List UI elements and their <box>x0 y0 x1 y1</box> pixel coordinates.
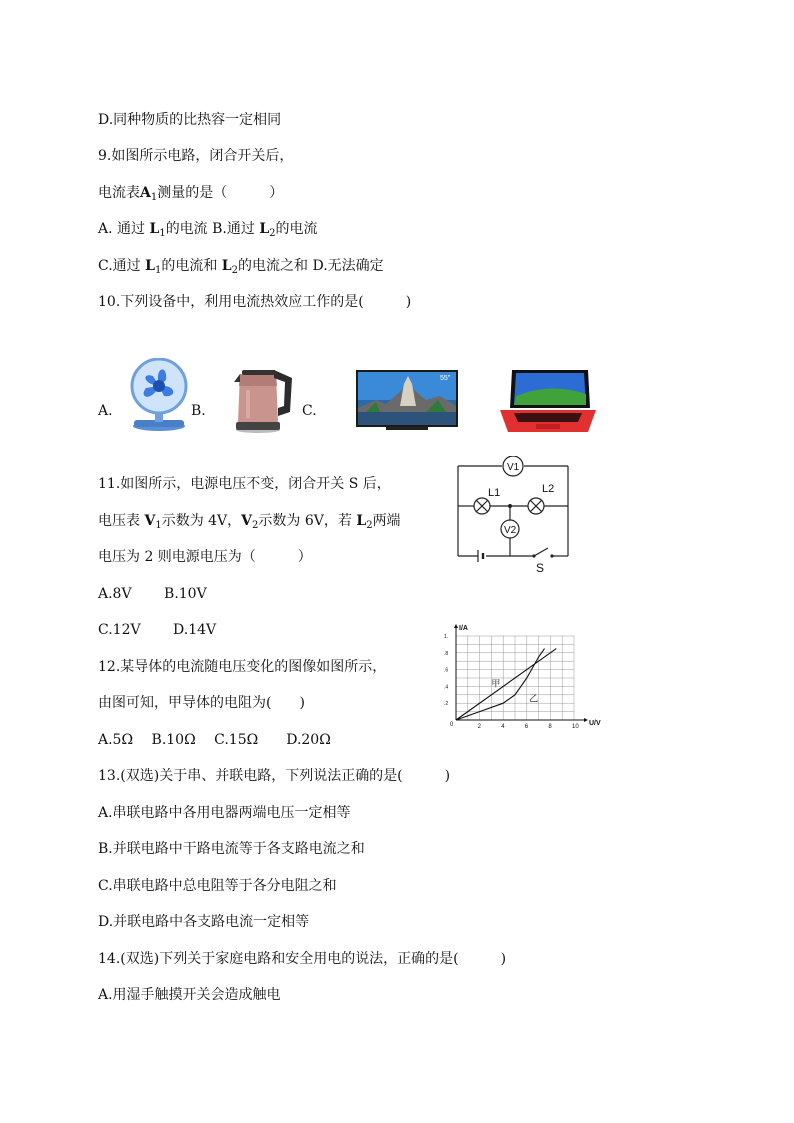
q13-stem: 13.(双选)关于串、并联电路，下列说法正确的是( ) <box>98 768 451 784</box>
q11-stem-2 <box>98 511 401 531</box>
q10-label-c: C. <box>302 403 317 419</box>
q13-option-a: A.串联电路中各用电器两端电压一定相等 <box>98 805 351 821</box>
q13-option-c: C.串联电路中总电阻等于各分电阻之和 <box>98 878 337 894</box>
series-line-1 <box>456 649 556 720</box>
q9-options-cd <box>98 256 384 276</box>
q11-stem: 11.如图所示，电源电压不变，闭合开关 S 后， <box>98 476 391 492</box>
electric-kettle-image <box>230 366 296 434</box>
q12-stem-2: 由图可知，甲导体的电阻为( ) <box>98 695 305 711</box>
q11-text: 电压表 <box>98 513 145 529</box>
v1-label: V1 <box>507 462 520 473</box>
l-sub: 2 <box>231 265 239 276</box>
tv-size-badge: 55" <box>440 375 451 382</box>
y-tick-label: 1. <box>444 634 449 640</box>
x-tick-label: 6 <box>524 724 529 730</box>
v2-label: V2 <box>504 525 517 536</box>
l-symbol: L <box>356 513 367 529</box>
q11-text-2: 示数为 4V， <box>161 513 242 529</box>
junction-dot <box>508 504 512 508</box>
ammeter-sub: 1 <box>150 192 158 203</box>
v-sub: 1 <box>155 520 162 531</box>
l-symbol: L <box>145 258 155 274</box>
v-symbol: V <box>144 513 156 529</box>
q13-option-b: B.并联电路中干路电流等于各支路电流之和 <box>98 841 365 857</box>
q14-option-a: A.用湿手触摸开关会造成触电 <box>98 987 281 1003</box>
q9-opt-c-end: 的电流之和 D.无法确定 <box>238 258 384 274</box>
x-axis-label: U/V <box>589 720 601 727</box>
series-label-2: 乙 <box>529 693 539 704</box>
l2-label: L2 <box>542 483 555 495</box>
x-tick-label: 2 <box>477 724 481 730</box>
q9-opt-c-mid: 的电流和 <box>161 258 222 274</box>
y-tick-label: .4 <box>444 684 449 691</box>
current-voltage-chart <box>436 620 606 732</box>
origin-label: 0 <box>450 722 454 728</box>
l-symbol: L <box>149 221 160 237</box>
q14-stem: 14.(双选)下列关于家庭电路和安全用电的说法，正确的是( ) <box>98 951 507 967</box>
q12-options: A.5Ω B.10Ω C.15Ω D.20Ω <box>98 732 331 748</box>
l-sub: 2 <box>269 228 276 239</box>
y-tick-label: .6 <box>444 667 449 674</box>
q10-label-a: A. <box>98 403 113 419</box>
q9-opt-a-text: A. 通过 <box>98 221 150 237</box>
l1-label: L1 <box>488 487 501 499</box>
y-tick-label: .8 <box>444 650 449 657</box>
l-symbol: L <box>221 258 232 274</box>
y-tick-label: .2 <box>444 701 449 708</box>
q9-opt-c-text: C.通过 <box>98 258 146 274</box>
q11-options-ab: A.8V B.10V <box>98 586 207 602</box>
q11-stem-3: 电压为 2 则电源电压为（ ） <box>98 549 312 565</box>
laptop-image <box>500 368 596 434</box>
ammeter-symbol: A <box>140 185 151 201</box>
q9-opt-b-text: 的电流 B.通过 <box>165 221 260 237</box>
q12-stem: 12.某导体的电流随电压变化的图像如图所示， <box>98 659 387 675</box>
l-sub: 1 <box>154 265 162 276</box>
x-tick-label: 8 <box>548 724 552 730</box>
circuit-diagram <box>448 456 578 576</box>
q11-options-cd: C.12V D.14V <box>98 622 217 638</box>
l-symbol: L <box>259 221 270 237</box>
q9-options-ab <box>98 219 318 239</box>
q8-option-d: D.同种物质的比热容一定相同 <box>98 112 282 128</box>
q9-opt-b-end: 的电流 <box>275 221 318 237</box>
series-label-1: 甲 <box>491 678 501 689</box>
q10-label-b: B. <box>191 403 206 419</box>
q9-stem: 9.如图所示电路，闭合开关后， <box>98 148 294 164</box>
x-tick-label: 10 <box>572 724 579 730</box>
v-symbol: V <box>241 513 253 529</box>
l-sub: 1 <box>159 228 166 239</box>
q11-text-3: 示数为 6V，若 <box>258 513 357 529</box>
q9-text-post: 测量的是（ ） <box>157 185 284 201</box>
y-axis-label: I/A <box>459 625 468 632</box>
y-axis-arrow <box>454 624 458 628</box>
q13-option-d: D.并联电路中各支路电流一定相等 <box>98 914 310 930</box>
q11-text-4: 两端 <box>372 513 401 529</box>
x-tick-label: 4 <box>501 724 505 730</box>
electric-fan-image <box>126 358 192 432</box>
switch-label: S <box>536 561 545 575</box>
v-sub: 2 <box>252 520 259 531</box>
q9-text: 电流表 <box>98 185 140 201</box>
television-image <box>356 370 458 432</box>
l-sub: 2 <box>366 520 373 531</box>
x-axis-arrow <box>584 718 588 722</box>
q9-stem-2 <box>98 183 283 203</box>
q10-stem: 10.下列设备中，利用电流热效应工作的是( ) <box>98 294 412 310</box>
